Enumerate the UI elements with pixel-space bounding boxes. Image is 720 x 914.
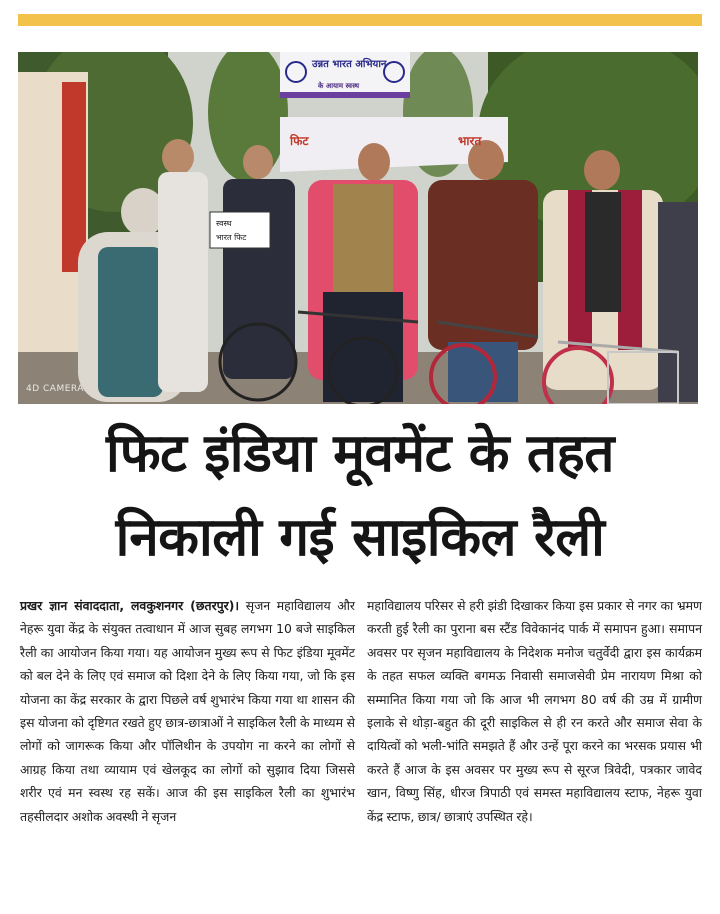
top-accent-bar [18,14,702,26]
article-column-2 [367,594,702,828]
long-banner-left-text: फिट [290,134,309,148]
headline-line-2: निकाली गई साइकिल रैली [115,507,605,568]
long-banner-right-text: भारत [458,134,482,148]
news-photo [18,52,698,404]
placard-line-2: भारत फिट [216,233,247,242]
headline [18,412,702,580]
banner-sub-text: के आयाम स्वस्थ [318,82,360,90]
photo-illustration [18,52,698,404]
byline: प्रखर ज्ञान संवाददाता, लवकुशनगर (छतरपुर)। [20,598,240,613]
article-body [20,594,702,828]
article-column-2-text: महाविद्यालय परिसर से हरी झंडी दिखाकर किया इस प्रकार से नगर का भ्रमण करती हुई रैली का पुराना बस स्टैंड विवेकानंद पार्क में समापन हुआ। समापन अवसर पर सृजन महाविद्यालय के निदेशक मनोज चतुर्वेदी द्वारा इस कार्यक्रम के तहत सफल व्यक्ति बगमऊ निवासी समाजसेवी प्रेम नारायण मिश्रा को सम्मानित किया गया जो कि आज भी लगभग 80 वर्ष की उम्र में ग्रामीण इलाके से थोड़ा-बहुत की दूरी साइकिल से ही रन करते और समाज सेवा के दायित्वों को भली-भांति समझते हैं और उन्हें पूरा करने का भरसक प्रयास भी करते हैं आज के इस अवसर पर मुख्य रूप से सूरज त्रिवेदी, पत्रकार जावेद खान, विष्णु सिंह, धीरज त्रिपाठी एवं समस्त महाविद्यालय स्टाफ, नेहरू युवा केंद्र स्टाफ, छात्र/ छात्राएं उपस्थित रहे। [367,598,702,824]
camera-watermark: 4D CAMERA [26,384,84,394]
article-column-1-text: सृजन महाविद्यालय और नेहरू युवा केंद्र के संयुक्त तत्वाधान में आज सुबह लगभग 10 बजे साइकिल रैली का आयोजन किया गया। यह आयोजन मुख्य रूप से फिट इंडिया मूवमेंट को बल देने के लिए एवं समाज को दिशा देने के लिए किया गया, जो कि इस योजना का केंद्र सरकार के द्वारा पिछले वर्ष शुभारंभ किया गया था शासन की इस योजना को दृष्टिगत रखते हुए छात्र-छात्राओं ने साइकिल रैली के माध्यम से लोगों को जागरूक किया और पॉलिथीन के उपयोग ना करने का लोगों से आग्रह किया तथा व्यायाम एवं खेलकूद का लोगों को सुझाव दिया जिससे शरीर एवं मन स्वस्थ रह सकें। आज की इस साइकिल रैली का शुभारंभ तहसीलदार अशोक अवस्थी ने सृजन [20,598,355,824]
placard-line-1: स्वस्थ [216,219,232,228]
article-column-1 [20,594,355,828]
headline-line-1: फिट इंडिया मूवमेंट के तहत [105,423,614,484]
banner-main-text: उन्नत भारत अभियान [312,59,387,70]
